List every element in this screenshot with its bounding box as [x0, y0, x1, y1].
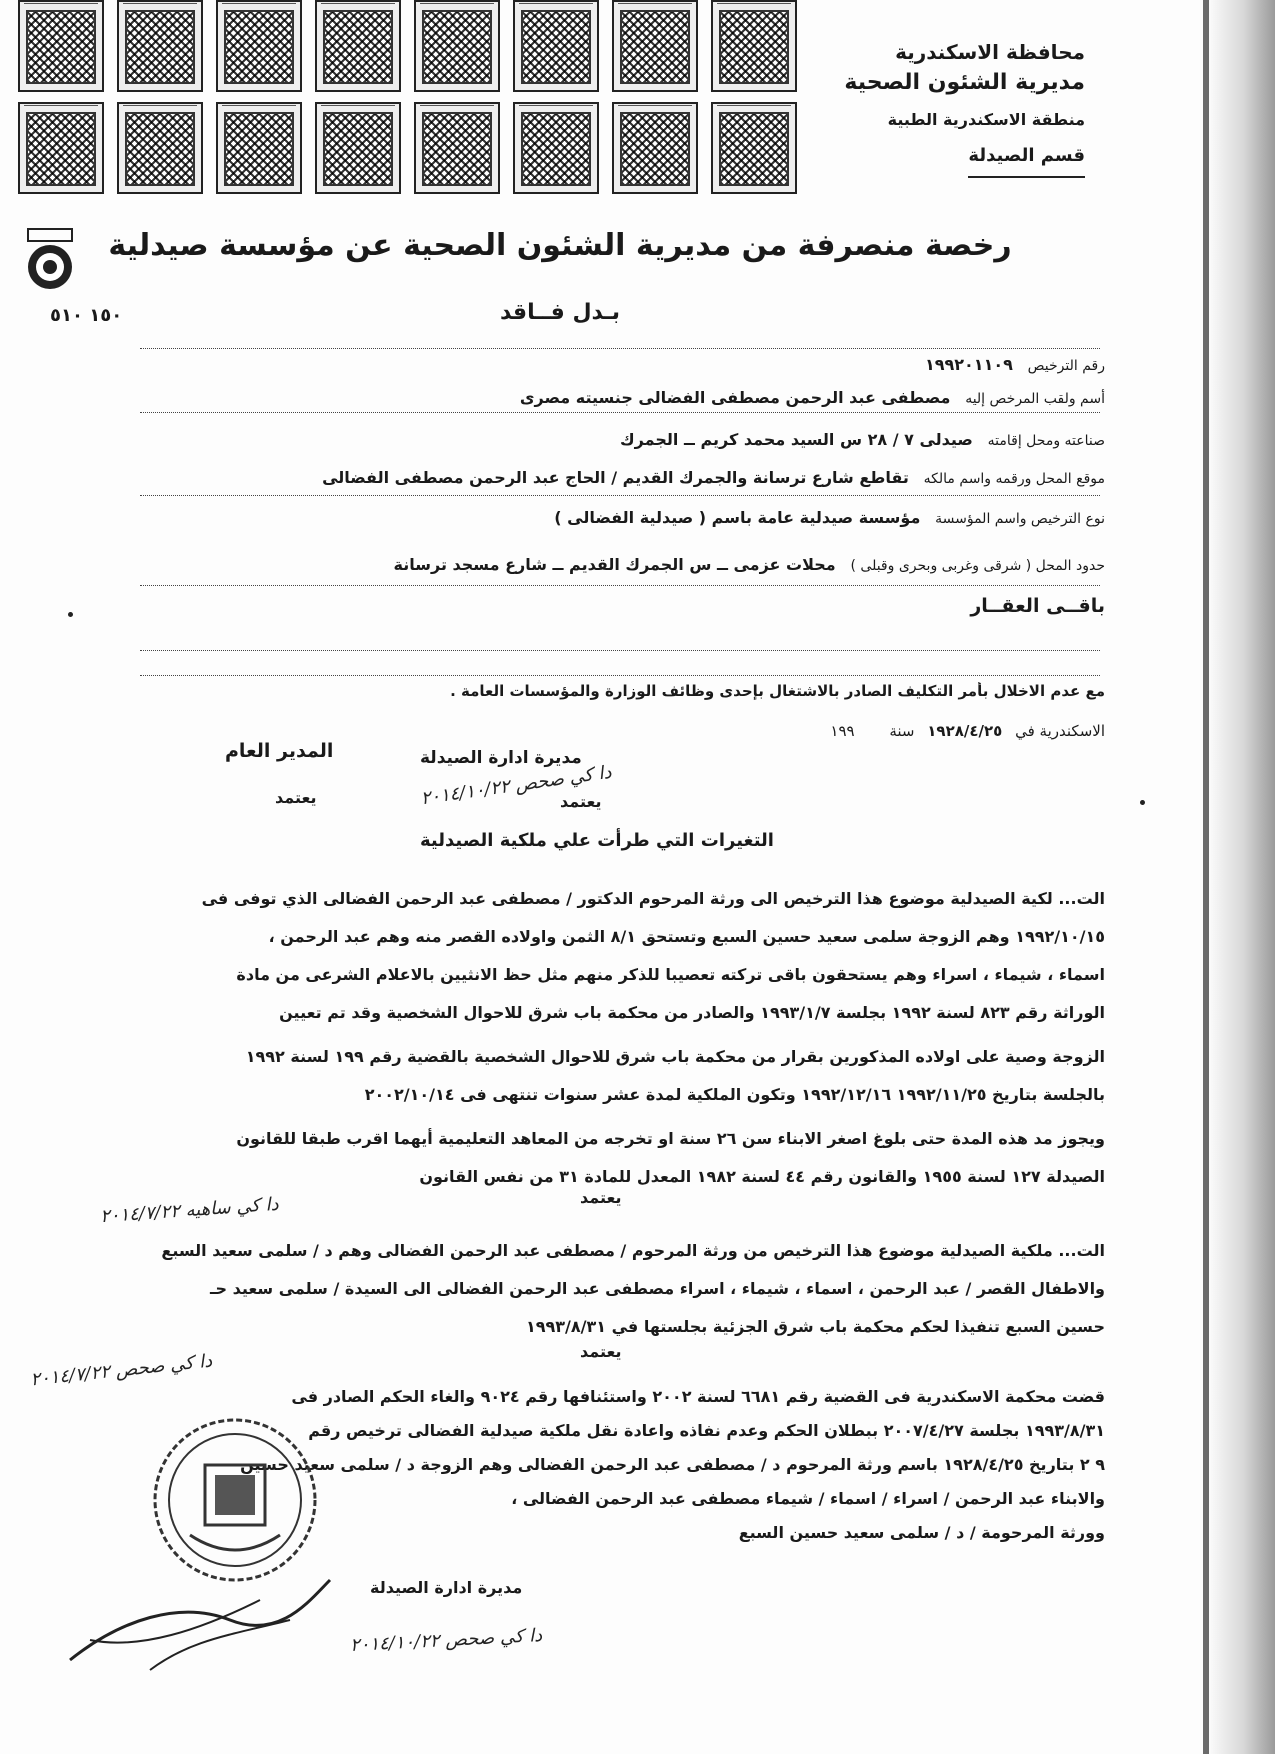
- revenue-stamp: [414, 102, 500, 194]
- field-profession-residence: [130, 430, 1105, 449]
- paragraph-line: الت... ملكية الصيدلية موضوع هذا الترخيص من ورثة المرحوم / مصطفى عبد الرحمن الفضالى وهم د / سلمى سعيد السبع: [161, 1241, 1105, 1260]
- revenue-stamp: [711, 0, 797, 92]
- dotted-line: [140, 585, 1100, 586]
- header-directorate: مديرية الشئون الصحية: [844, 70, 1085, 95]
- field-label: موقع المحل ورقمه واسم مالكه: [923, 471, 1105, 487]
- header-governorate: محافظة الاسكندرية: [895, 40, 1085, 64]
- paragraph-line: والابناء عبد الرحمن / اسراء / اسماء / شيماء مصطفى عبد الرحمن الفضالى ،: [511, 1489, 1105, 1508]
- remainder-property: باقــى العقــار: [970, 595, 1105, 617]
- field-label: صناعته ومحل إقامته: [987, 433, 1105, 449]
- ownership-change-paragraph-1: [70, 880, 1105, 1196]
- dotted-line: [140, 495, 1100, 496]
- paragraph-line: وورثة المرحومة / د / سلمى سعيد حسين السبع: [738, 1523, 1105, 1542]
- paragraph-line: اسماء ، شيماء ، اسراء وهم يستحقون باقى تركته تعصيبا للذكر منهم مثل حظ الانثيين بالاعلام الشرعى من مادة: [236, 965, 1105, 984]
- field-value: محلات عزمى ــ س الجمرك القديم ــ شارع مسجد ترسانة: [393, 555, 836, 574]
- field-shop-location: [130, 468, 1105, 487]
- paragraph-line: الت... لكية الصيدلية موضوع هذا الترخيص الى ورثة المرحوم الدكتور / مصطفى عبد الرحمن الفضالى الذي توفى فى: [201, 889, 1105, 908]
- revenue-stamp: [315, 102, 401, 194]
- field-value: صيدلى ٧ / ٢٨ س السيد محمد كريم ــ الجمرك: [620, 430, 973, 449]
- handwritten-signature: دا كي صحص ٢٠١٤/١٠/٢٢: [419, 761, 613, 810]
- changes-title: التغيرات التي طرأت علي ملكية الصيدلية: [420, 830, 774, 851]
- revenue-stamp: [117, 0, 203, 92]
- revenue-stamp: [216, 0, 302, 92]
- approved-label: يعتمد: [580, 1342, 622, 1361]
- revenue-stamp: [117, 102, 203, 194]
- dotted-line: [140, 650, 1100, 651]
- handwritten-signature: دا كي ساهيه ٢٠١٤/٧/٢٢: [99, 1193, 280, 1228]
- scan-speck: [1140, 800, 1145, 805]
- paragraph-line: الصيدلة ١٢٧ لسنة ١٩٥٥ والقانون رقم ٤٤ لسنة ١٩٨٢ المعدل للمادة ٣١ من نفس القانون: [419, 1167, 1105, 1186]
- date-year: ١٩٩: [830, 722, 855, 740]
- dotted-line: [140, 348, 1100, 349]
- paragraph-line: ويجوز مد هذه المدة حتى بلوغ اصغر الابناء سن ٢٦ سنة او تخرجه من المعاهد التعليمية أيهما اقرب طبقا للقانون: [236, 1129, 1105, 1148]
- revenue-stamp: [612, 0, 698, 92]
- revenue-stamp: [513, 0, 599, 92]
- approved-label: يعتمد: [560, 792, 602, 811]
- field-value: مصطفى عبد الرحمن مصطفى الفضالى جنسيته مصرى: [519, 388, 951, 407]
- revenue-stamp: [216, 102, 302, 194]
- field-license-number: [130, 355, 1105, 374]
- date-city: الاسكندرية في: [1015, 722, 1105, 740]
- field-value: مؤسسة صيدلية عامة باسم ( صيدلية الفضالى ): [554, 508, 921, 527]
- paragraph-line: بالجلسة بتاريخ ١٩٩٢/١١/٢٥ ١٩٩٢/١٢/١٦ وتكون الملكية لمدة عشر سنوات تنتهى فى ٢٠٠٢/١٠/١٤: [364, 1085, 1105, 1104]
- scan-speck: [68, 612, 73, 617]
- revenue-stamp: [513, 102, 599, 194]
- stamp-number-left: ١٥٠: [89, 305, 123, 326]
- approved-label: يعتمد: [275, 788, 317, 807]
- handwritten-signature: دا كي صحص ٢٠١٤/٧/٢٢: [29, 1350, 214, 1391]
- handwritten-flourish-icon: [60, 1560, 340, 1680]
- dotted-line: [140, 675, 1100, 676]
- scan-edge-line: [1203, 0, 1209, 1754]
- document-subtitle: بـدل فــاقد: [499, 300, 621, 325]
- field-label: رقم الترخيص: [1027, 358, 1105, 374]
- date-line: [130, 722, 1105, 740]
- ownership-change-paragraph-2: [20, 1232, 1105, 1346]
- paragraph-line: حسين السبع تنفيذا لحكم محكمة باب شرق الجزئية بجلستها في ١٩٩٣/٨/٣١: [525, 1317, 1105, 1336]
- date-value: ١٩٢٨/٤/٢٥: [927, 722, 1003, 740]
- revenue-stamp: [18, 0, 104, 92]
- field-shop-boundaries: [130, 555, 1105, 574]
- document-title: رخصة منصرفة من مديرية الشئون الصحية عن مؤسسة صيدلية: [108, 228, 1012, 263]
- field-value: تقاطع شارع ترسانة والجمرك القديم / الحاج عبد الرحمن مصطفى الفضالى: [322, 468, 909, 487]
- field-license-type: [130, 508, 1105, 527]
- pharmacy-director-label: مديرة ادارة الصيدلة: [420, 748, 582, 768]
- final-director-label: مديرة ادارة الصيدلة: [370, 1578, 523, 1597]
- date-year-label: سنة: [889, 722, 915, 740]
- field-label: أسم ولقب المرخص إليه: [965, 391, 1105, 407]
- paragraph-line: الوراثة رقم ٨٢٣ لسنة ١٩٩٢ بجلسة ١٩٩٣/١/٧ والصادر من محكمة باب شرق للاحوال الشخصية وقد تم تعيين: [279, 1003, 1105, 1022]
- scan-edge-shadow: [1205, 0, 1275, 1754]
- field-label: نوع الترخيص واسم المؤسسة: [935, 511, 1105, 527]
- approved-label: يعتمد: [580, 1188, 622, 1207]
- paragraph-line: ١٩٩٣/٨/٣١ بجلسة ٢٠٠٧/٤/٢٧ ببطلان الحكم وعدم نفاذه واعادة نقل ملكية صيدلية الفضالى ترخيص رقم: [308, 1421, 1105, 1440]
- paragraph-line: قضت محكمة الاسكندرية فى القضية رقم ٦٦٨١ لسنة ٢٠٠٢ واستئنافها رقم ٩٠٢٤ والغاء الحكم الصادر فى: [291, 1387, 1105, 1406]
- general-director-label: المدير العام: [225, 740, 334, 762]
- stamp-number-right: ٥١٠: [50, 305, 83, 326]
- paragraph-line: ١٩٩٢/١٠/١٥ وهم الزوجة سلمى سعيد حسين السبع وتستحق ٨/١ الثمن واولاده القصر منه وهم عبد الرحمن ،: [268, 927, 1105, 946]
- field-label: حدود المحل ( شرقى وغربى وبحرى وقبلى ): [850, 558, 1105, 574]
- revenue-stamps: [18, 0, 888, 210]
- header-region: منطقة الاسكندرية الطبية: [887, 110, 1085, 129]
- revenue-stamp: [414, 0, 500, 92]
- field-licensee-name: [130, 388, 1105, 407]
- paragraph-line: الزوجة وصية على اولاده المذكورين بقرار من محكمة باب شرق للاحوال الشخصية بالقضية رقم ١٩٩ لسنة ١٩٩٢: [245, 1047, 1105, 1066]
- revenue-stamp: [18, 102, 104, 194]
- header-department: قسم الصيدلة: [968, 145, 1085, 178]
- revenue-stamp: [711, 102, 797, 194]
- revenue-stamp: [612, 102, 698, 194]
- paragraph-line: والاطفال القصر / عبد الرحمن ، اسماء ، شيماء ، اسراء مصطفى عبد الرحمن الفضالى الى السيدة / سلمى سعيد حـ: [210, 1279, 1105, 1298]
- paragraph-line: ٩ ٢ بتاريخ ١٩٢٨/٤/٢٥ باسم ورثة المرحوم د / مصطفى عبد الرحمن الفضالى وهم الزوجة د / سلمى سعيد حسين: [240, 1455, 1105, 1474]
- handwritten-signature: دا كي صحص ٢٠١٤/١٠/٢٢: [349, 1624, 543, 1657]
- field-value: ١٩٩٢٠١١٠٩: [924, 355, 1013, 374]
- dotted-line: [140, 412, 1100, 413]
- condition-statement: مع عدم الاخلال بأمر التكليف الصادر بالاشتغال بإحدى وظائف الوزارة والمؤسسات العامة .: [450, 682, 1105, 700]
- revenue-stamp: [315, 0, 401, 92]
